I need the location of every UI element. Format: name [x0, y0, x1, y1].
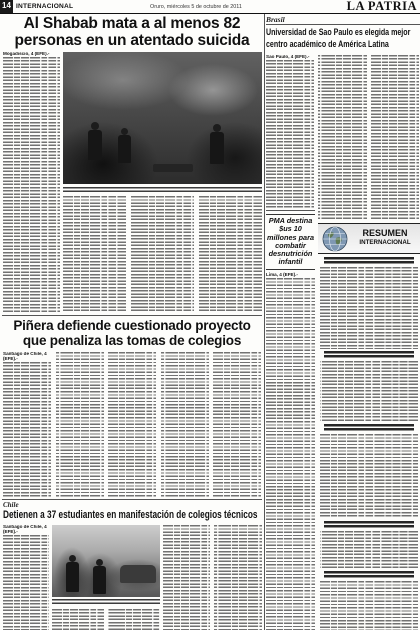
chile-section-label: Chile: [3, 500, 19, 509]
photo-figure-body: [93, 566, 106, 594]
article-body-column: [199, 196, 262, 312]
pinera-column-1: [3, 352, 51, 497]
photo-caption: [52, 599, 160, 606]
news-photo-attack-scene: [63, 52, 262, 184]
header-rule: [0, 13, 420, 14]
photo-caption: [63, 187, 262, 194]
brief-body-text: [320, 434, 418, 518]
photo-figure-head: [69, 555, 76, 562]
section-divider: [266, 210, 315, 211]
news-photo-students: [52, 525, 160, 597]
brief-body-text: [320, 531, 418, 568]
chile-headline-wrap: [3, 509, 262, 522]
resumen-header: [318, 223, 420, 254]
column-divider: [264, 14, 265, 630]
photo-figure-head: [96, 559, 103, 566]
brasil-dateline: Sao Paulo, 4 (EFE).-: [266, 55, 314, 60]
brief-headline: [324, 571, 414, 579]
article-body-text: [266, 60, 314, 208]
article-body-column: [213, 352, 261, 497]
photo-vehicle: [120, 565, 156, 583]
brief-headline: [324, 351, 414, 359]
pma-column: [266, 212, 315, 630]
photo-figure-body: [210, 132, 224, 164]
section-divider: [2, 315, 262, 316]
brasil-headline-wrap: [266, 27, 419, 51]
pinera-dateline: Santiago de Chile, 4 (EFE).-: [3, 352, 51, 362]
brief-body-text: [320, 267, 418, 349]
brief-body-text: [320, 361, 418, 421]
photo-figure-head: [91, 122, 99, 130]
pma-dateline: Lima, 4 (EFE).-: [266, 273, 315, 278]
issue-date: Oruro, miércoles 5 de octubre de 2011: [150, 3, 242, 10]
article-body-text: [3, 57, 60, 312]
article-body-column: [108, 609, 160, 630]
brief-headline: [324, 521, 414, 529]
article-body-column: [131, 196, 194, 312]
chile-column-1: [3, 525, 49, 630]
resumen-internacional: [318, 223, 420, 630]
photo-figure-body: [88, 130, 102, 160]
article-body-column: [371, 55, 419, 220]
resumen-subtitle: INTERNACIONAL: [359, 239, 411, 246]
resumen-title: RESUMEN: [362, 228, 408, 238]
article-body-column: [63, 196, 126, 312]
chile-headline: Detienen a 37 estudiantes en manifestación de colegios técnicos: [3, 509, 258, 521]
brief-headline: [324, 257, 414, 265]
section-title: INTERNACIONAL: [16, 2, 74, 10]
article-body-column: [108, 352, 156, 497]
section-divider: [2, 499, 262, 500]
brasil-section-label: Brasil: [266, 15, 420, 25]
article-body-text: [266, 278, 315, 630]
brief-headline: [324, 424, 414, 432]
brief-body-text: [320, 581, 418, 630]
pma-headline: PMA destina $us 10 millones para combatir desnutrición infantil: [266, 214, 315, 270]
article-body-column: [163, 525, 210, 630]
photo-figure-head: [121, 128, 128, 135]
article-body-column: [318, 55, 367, 220]
article-body-column: [161, 352, 209, 497]
photo-debris: [153, 164, 193, 172]
al-shabab-dateline: Mogadiscio, 4 (EFE).-: [3, 52, 60, 57]
globe-icon: [322, 226, 348, 252]
al-shabab-headline: Al Shabab mata a al menos 82 personas en un atentado suicida: [14, 16, 250, 49]
article-body-column: [214, 525, 262, 630]
page-number: 14: [0, 0, 13, 13]
newspaper-logo: LA PATRIA: [346, 0, 417, 13]
photo-figure-head: [213, 124, 221, 132]
al-shabab-column-1: [3, 52, 60, 312]
chile-dateline: Santiago de Chile, 4 (EFE).-: [3, 525, 49, 535]
article-body-text: [3, 535, 49, 630]
article-body-column: [52, 609, 104, 630]
photo-figure-body: [118, 135, 131, 163]
article-body-column: [56, 352, 104, 497]
article-body-text: [3, 362, 51, 497]
photo-figure-body: [66, 562, 79, 592]
brasil-headline: Universidad de Sao Paulo es elegida mejor centro académico de América Latina: [266, 27, 411, 50]
brasil-column-1: [266, 55, 314, 208]
pinera-headline: Piñera defiende cuestionado proyecto que penaliza las tomas de colegios: [13, 318, 251, 348]
